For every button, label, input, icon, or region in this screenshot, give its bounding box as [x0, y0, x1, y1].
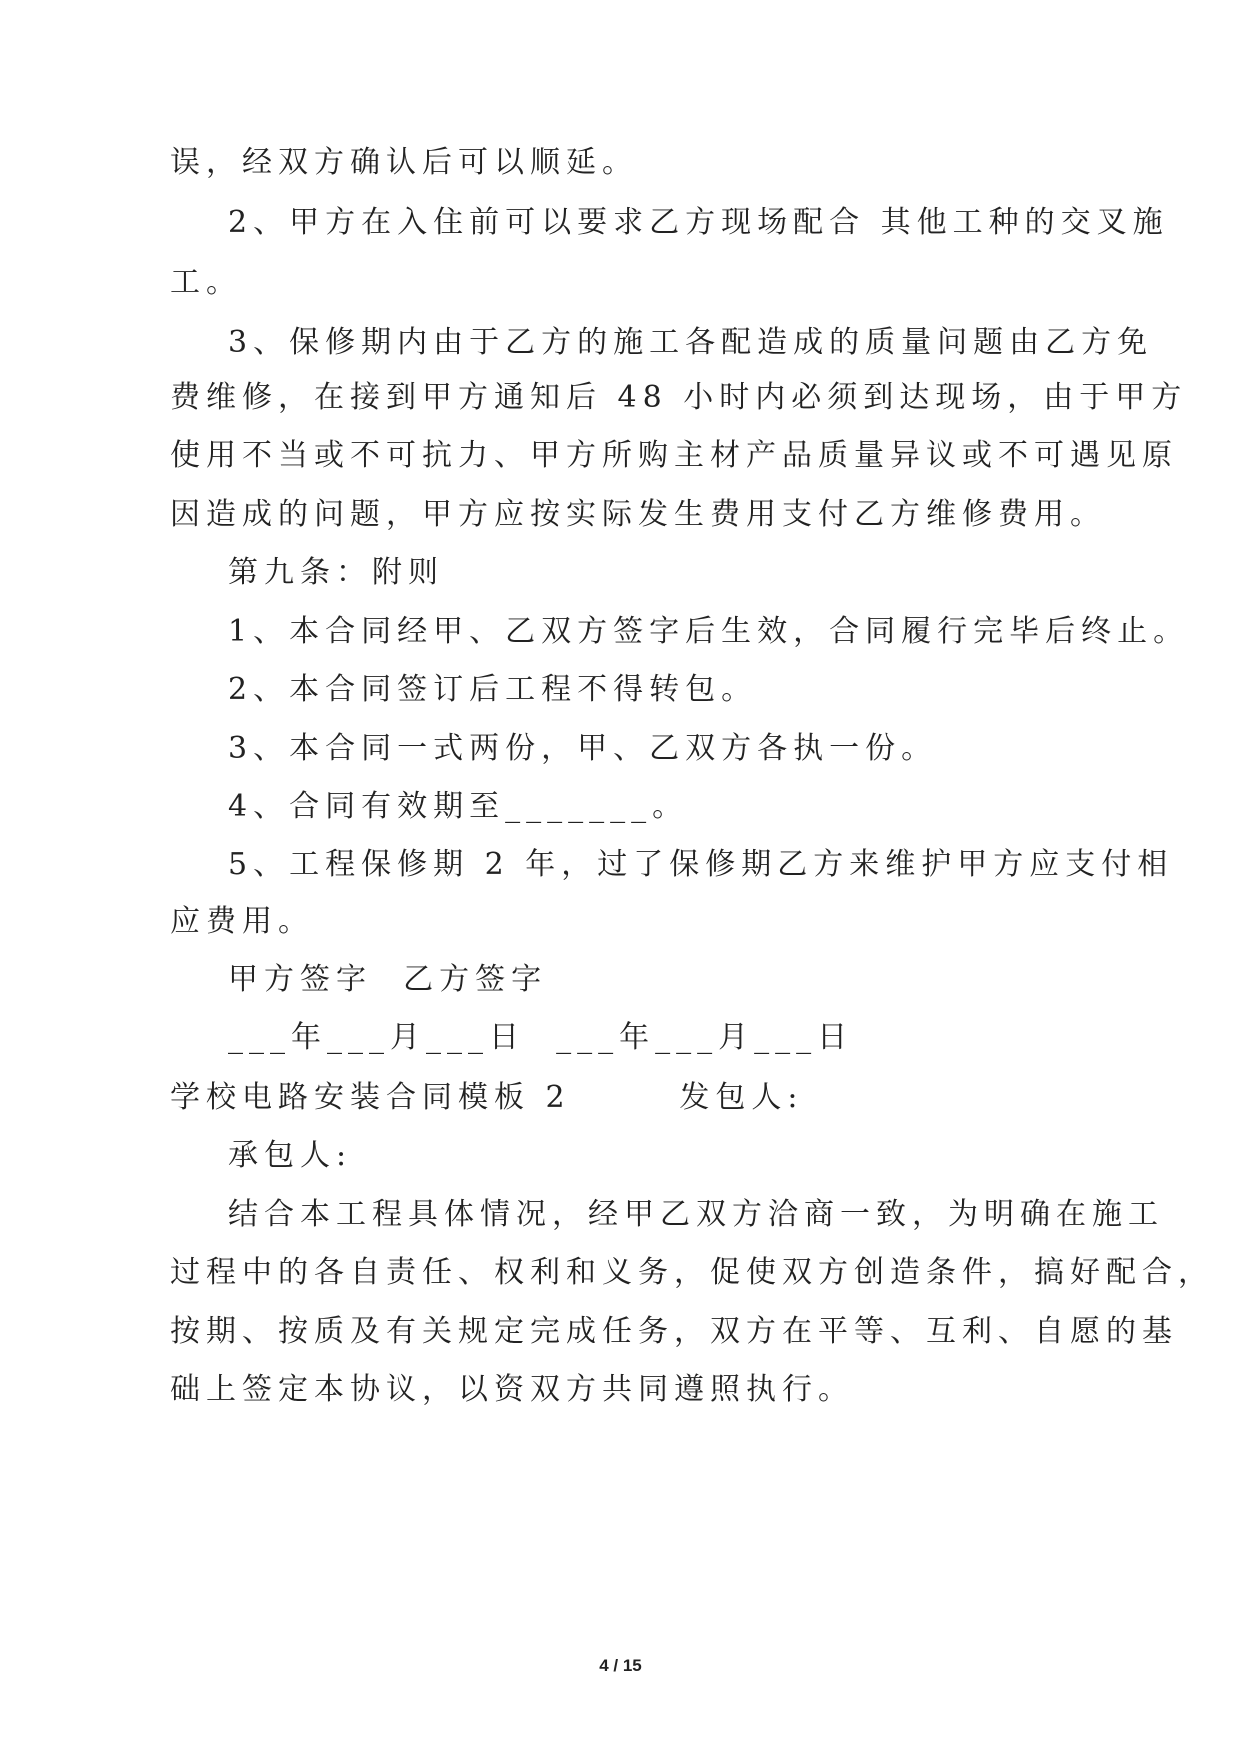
text-line: 3、本合同一式两份，甲、乙双方各执一份。: [228, 731, 938, 766]
text-line: 应费用。: [170, 904, 314, 939]
text-line: 使用不当或不可抗力、甲方所购主材产品质量异议或不可遇见原: [170, 438, 1178, 473]
text-line: 因造成的问题，甲方应按实际发生费用支付乙方维修费用。: [170, 497, 1106, 532]
text-line: 2、甲方在入住前可以要求乙方现场配合 其他工种的交叉施: [228, 205, 1169, 240]
text-line: 误，经双方确认后可以顺延。: [170, 145, 638, 180]
date-line: ___年___月___日 ___年___月___日: [228, 1020, 854, 1055]
section-heading: 第九条：附则: [228, 555, 444, 590]
template-title-line: 学校电路安装合同模板 2 发包人:: [170, 1080, 804, 1115]
text-line: 3、保修期内由于乙方的施工各配造成的质量问题由乙方免: [228, 325, 1154, 360]
text-line: 结合本工程具体情况，经甲乙双方洽商一致，为明确在施工: [228, 1197, 1164, 1232]
text-line: 承包人:: [228, 1138, 353, 1173]
text-line: 础上签定本协议，以资双方共同遵照执行。: [170, 1372, 854, 1407]
signature-line: 甲方签字 乙方签字: [228, 962, 548, 997]
text-line: 1、本合同经甲、乙双方签字后生效，合同履行完毕后终止。: [228, 614, 1190, 649]
text-line: 费维修，在接到甲方通知后 48 小时内必须到达现场，由于甲方: [170, 380, 1188, 415]
text-line: 2、本合同签订后工程不得转包。: [228, 672, 758, 707]
text-line: 4、合同有效期至_______。: [228, 789, 689, 824]
text-line: 过程中的各自责任、权利和义务，促使双方创造条件，搞好配合，: [170, 1255, 1214, 1290]
text-line: 按期、按质及有关规定完成任务，双方在平等、互利、自愿的基: [170, 1314, 1178, 1349]
page-number: 4 / 15: [599, 1656, 642, 1675]
text-line: 工。: [170, 265, 242, 300]
text-line: 5、工程保修期 2 年，过了保修期乙方来维护甲方应支付相: [228, 847, 1174, 882]
